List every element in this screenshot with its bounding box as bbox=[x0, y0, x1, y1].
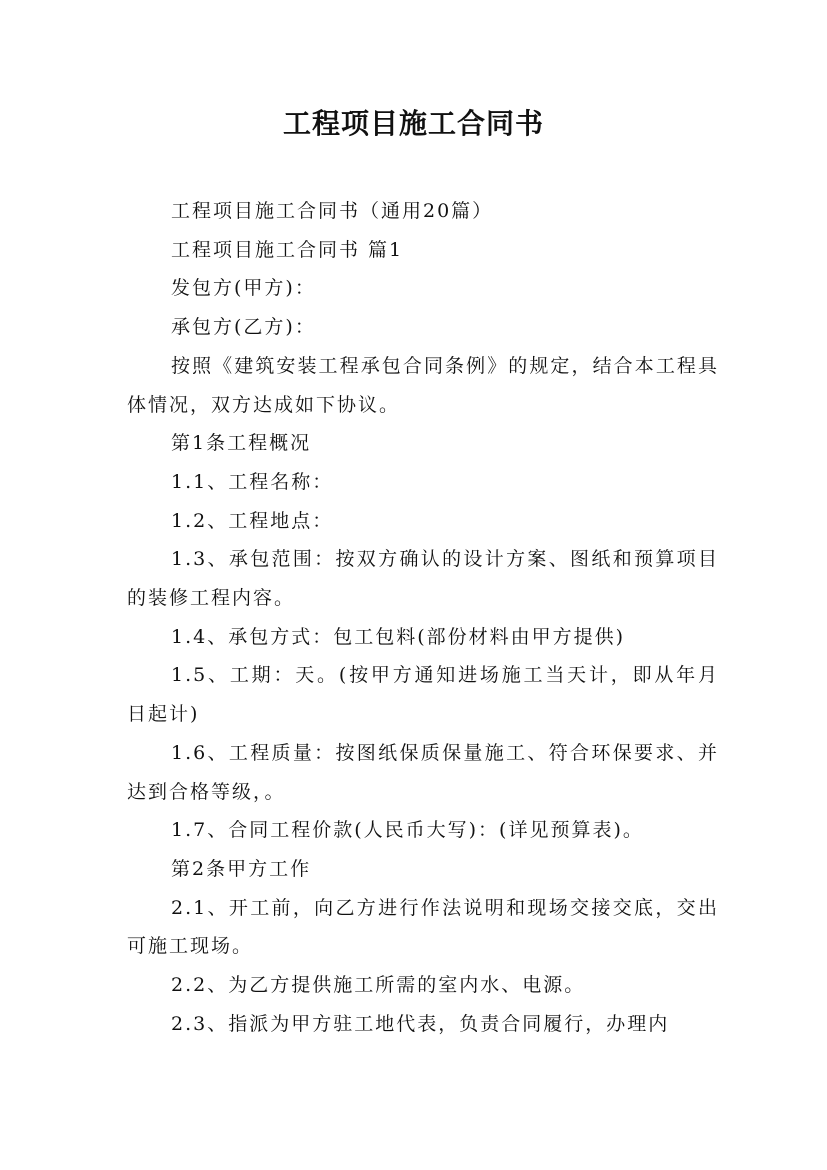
paragraph: 1.1、工程名称： bbox=[171, 470, 334, 493]
paragraph: 1.7、合同工程价款(人民币大写)：(详见预算表)。 bbox=[171, 819, 644, 842]
document-title: 工程项目施工合同书 bbox=[282, 107, 544, 140]
paragraph: 1.4、承包方式：包工包料(部份材料由甲方提供) bbox=[171, 625, 626, 648]
paragraph: 1.5、工期：天。(按甲方通知进场施工当天计，即从年月日起计) bbox=[127, 664, 719, 726]
document-body bbox=[127, 192, 719, 1043]
paragraph: 2.3、指派为甲方驻工地代表，负责合同履行，办理内 bbox=[171, 1012, 670, 1035]
paragraph: 工程项目施工合同书（通用20篇） bbox=[171, 200, 494, 222]
paragraph: 2.2、为乙方提供施工所需的室内水、电源。 bbox=[171, 974, 586, 997]
paragraph: 1.3、承包范围：按双方确认的设计方案、图纸和预算项目的装修工程内容。 bbox=[127, 548, 719, 610]
paragraph: 第1条工程概况 bbox=[171, 432, 312, 455]
paragraph: 1.6、工程质量：按图纸保质保量施工、符合环保要求、并达到合格等级，。 bbox=[127, 741, 719, 803]
paragraph: 工程项目施工合同书 篇1 bbox=[171, 238, 404, 261]
paragraph: 发包方(甲方)： bbox=[171, 277, 316, 300]
paragraph: 2.1、开工前，向乙方进行作法说明和现场交接交底，交出可施工现场。 bbox=[127, 896, 719, 958]
paragraph: 按照《建筑安装工程承包合同条例》的规定，结合本工程具体情况，双方达成如下协议。 bbox=[127, 354, 719, 416]
paragraph: 承包方(乙方)： bbox=[171, 316, 316, 339]
paragraph: 第2条甲方工作 bbox=[171, 857, 312, 880]
paragraph: 1.2、工程地点： bbox=[171, 509, 334, 532]
